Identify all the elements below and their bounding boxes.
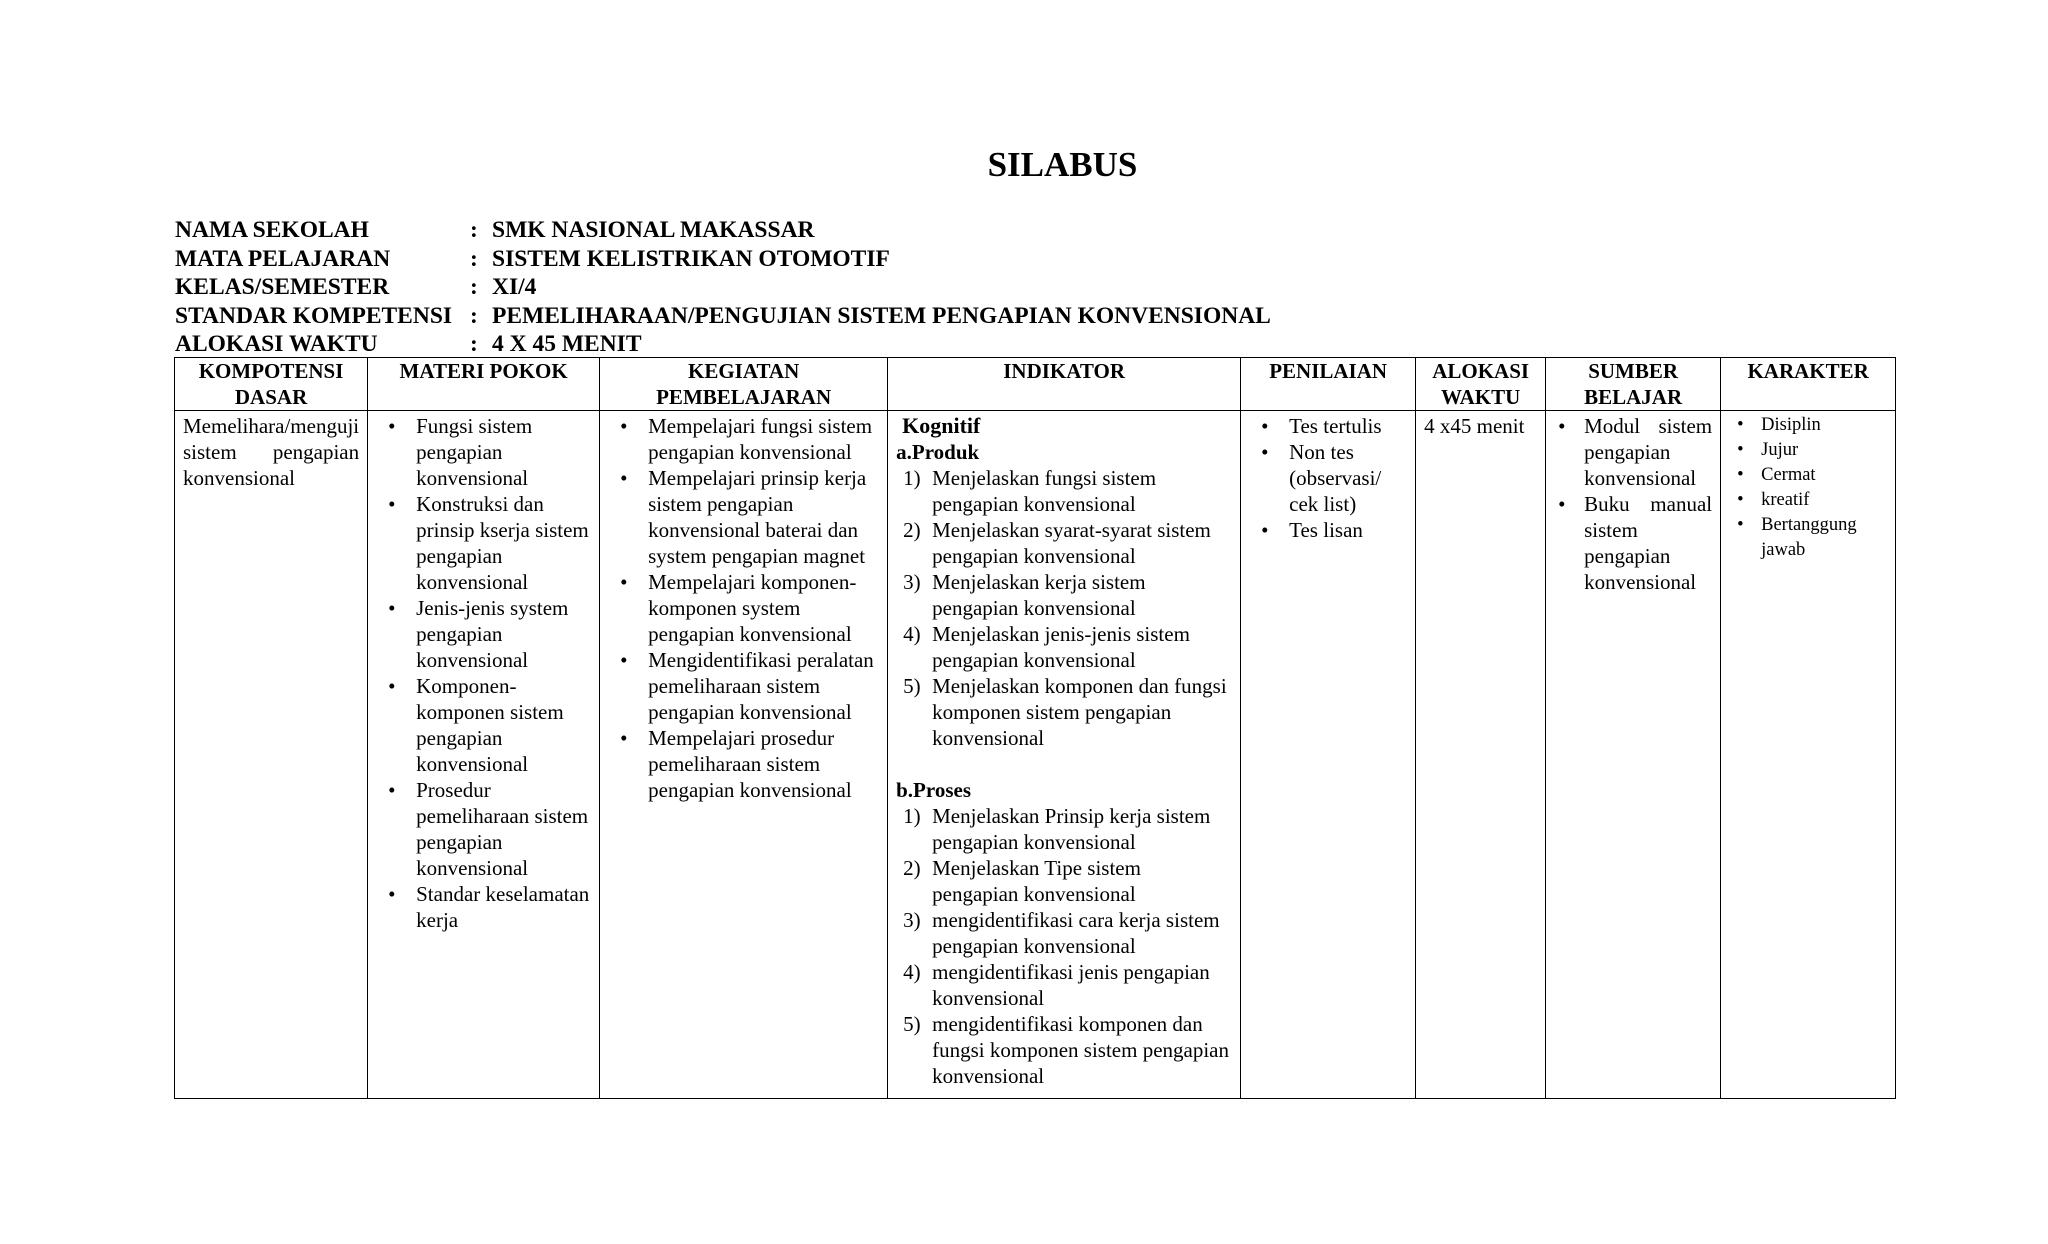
header-materi-pokok: MATERI POKOK [368, 358, 600, 411]
header-kompetensi-dasar: KOMPOTENSI DASAR [175, 358, 368, 411]
list-item: • Tes lisan [1249, 517, 1407, 543]
cell-materi-pokok [368, 411, 600, 1099]
meta-label: MATA PELAJARAN [175, 245, 391, 272]
list-item: • Komponen-komponen sistem pengapian konvensional [376, 673, 591, 777]
indikator-proses-list [896, 803, 1232, 1089]
list-item: 4) mengidentifikasi jenis pengapian konvensional [903, 960, 1210, 1010]
list-item: • Disiplin [1729, 413, 1887, 438]
indikator-heading: Kognitif [902, 413, 981, 438]
meta-row-kelas-semester [175, 273, 1271, 302]
meta-colon: : [470, 302, 478, 329]
list-item: • Konstruksi dan prinsip kserja sistem pengapian konvensional [376, 491, 591, 595]
table-header-row [175, 358, 1896, 411]
indikator-produk-list [896, 465, 1232, 751]
cell-penilaian [1241, 411, 1416, 1099]
indikator-produk-label: a.Produk [896, 440, 980, 464]
meta-label: KELAS/SEMESTER [175, 274, 390, 300]
list-item: 1) Menjelaskan fungsi sistem pengapian konvensional [903, 466, 1157, 516]
meta-label: ALOKASI WAKTU [175, 331, 378, 357]
penilaian-list [1249, 413, 1407, 543]
document-meta [175, 216, 1271, 359]
meta-label: NAMA SEKOLAH [175, 217, 369, 243]
meta-colon: : [470, 217, 478, 243]
header-karakter: KARAKTER [1721, 358, 1896, 411]
list-item: • Bertanggung jawab [1729, 513, 1887, 563]
cell-karakter [1721, 411, 1896, 1099]
meta-colon: : [470, 331, 478, 357]
list-item: • Prosedur pemeliharaan sistem pengapian konvensional [376, 777, 591, 881]
cell-sumber-belajar [1546, 411, 1721, 1099]
list-item: 5) Menjelaskan komponen dan fungsi komponen sistem pengapian konvensional [903, 674, 1227, 750]
cell-kegiatan-pembelajaran [600, 411, 888, 1099]
kompetensi-dasar-text: Memelihara/menguji sistem pengapian konvensional [183, 414, 360, 490]
list-item: • Mempelajari prosedur pemeliharaan sistem pengapian konvensional [608, 725, 879, 803]
list-item: • Jenis-jenis system pengapian konvensional [376, 595, 591, 673]
cell-indikator [888, 411, 1241, 1099]
materi-pokok-list [376, 413, 591, 933]
list-item: • Jujur [1729, 438, 1887, 463]
header-penilaian: PENILAIAN [1241, 358, 1416, 411]
kegiatan-pembelajaran-list [608, 413, 879, 803]
header-sumber-belajar: SUMBER BELAJAR [1546, 358, 1721, 411]
meta-row-mata-pelajaran [175, 245, 1271, 274]
list-item: • kreatif [1729, 488, 1887, 513]
list-item: • Cermat [1729, 463, 1887, 488]
list-item: • Mempelajari fungsi sistem pengapian konvensional [608, 413, 879, 465]
list-item: • Standar keselamatan kerja [376, 881, 591, 933]
syllabus-table [174, 357, 1896, 1099]
list-item: 1) Menjelaskan Prinsip kerja sistem pengapian konvensional [903, 804, 1211, 854]
list-item: 2) Menjelaskan syarat-syarat sistem pengapian konvensional [903, 518, 1211, 568]
list-item: 3) Menjelaskan kerja sistem pengapian konvensional [903, 570, 1146, 620]
meta-value: SISTEM KELISTRIKAN OTOMOTIF [492, 245, 890, 272]
meta-colon: : [470, 274, 478, 300]
list-item: 4) Menjelaskan jenis-jenis sistem pengapian konvensional [903, 622, 1190, 672]
list-item: • Mempelajari prinsip kerja sistem pengapian konvensional baterai dan system pengapian magnet [608, 465, 879, 569]
alokasi-waktu-value: 4 x45 menit [1424, 414, 1525, 438]
list-item: • Buku manual sistem pengapian konvensional [1554, 491, 1712, 595]
list-item: • Mempelajari komponen-komponen system pengapian konvensional [608, 569, 879, 647]
list-item: • Fungsi sistem pengapian konvensional [376, 413, 591, 491]
sumber-belajar-list [1554, 413, 1712, 595]
header-kegiatan-pembelajaran: KEGIATAN PEMBELAJARAN [600, 358, 888, 411]
meta-row-alokasi-waktu [175, 330, 1271, 359]
meta-label: STANDAR KOMPETENSI [175, 302, 453, 329]
list-item: 5) mengidentifikasi komponen dan fungsi komponen sistem pengapian konvensional [903, 1012, 1229, 1088]
list-item: 3) mengidentifikasi cara kerja sistem pengapian konvensional [903, 908, 1220, 958]
cell-alokasi-waktu [1416, 411, 1546, 1099]
list-item: • Tes tertulis [1249, 413, 1407, 439]
meta-row-standar-kompetensi [175, 302, 1271, 331]
list-item: • Non tes (observasi/ cek list) [1249, 439, 1407, 517]
header-indikator: INDIKATOR [888, 358, 1241, 411]
meta-row-nama-sekolah [175, 216, 1271, 245]
meta-value: SMK NASIONAL MAKASSAR [492, 217, 815, 243]
header-alokasi-waktu: ALOKASI WAKTU [1416, 358, 1546, 411]
indikator-proses-label: b.Proses [896, 778, 971, 802]
list-item: • Modul sistem pengapian konvensional [1554, 413, 1712, 491]
meta-value: XI/4 [492, 274, 537, 300]
table-row [175, 411, 1896, 1099]
karakter-list [1729, 413, 1887, 563]
meta-value: PEMELIHARAAN/PENGUJIAN SISTEM PENGAPIAN KONVENSIONAL [492, 302, 1271, 329]
list-item: 2) Menjelaskan Tipe sistem pengapian konvensional [903, 856, 1141, 906]
cell-kompetensi-dasar [175, 411, 368, 1099]
meta-value: 4 X 45 MENIT [492, 331, 642, 357]
page-title: SILABUS [987, 145, 1138, 184]
meta-colon: : [470, 245, 478, 272]
list-item: • Mengidentifikasi peralatan pemeliharaan sistem pengapian konvensional [608, 647, 879, 725]
